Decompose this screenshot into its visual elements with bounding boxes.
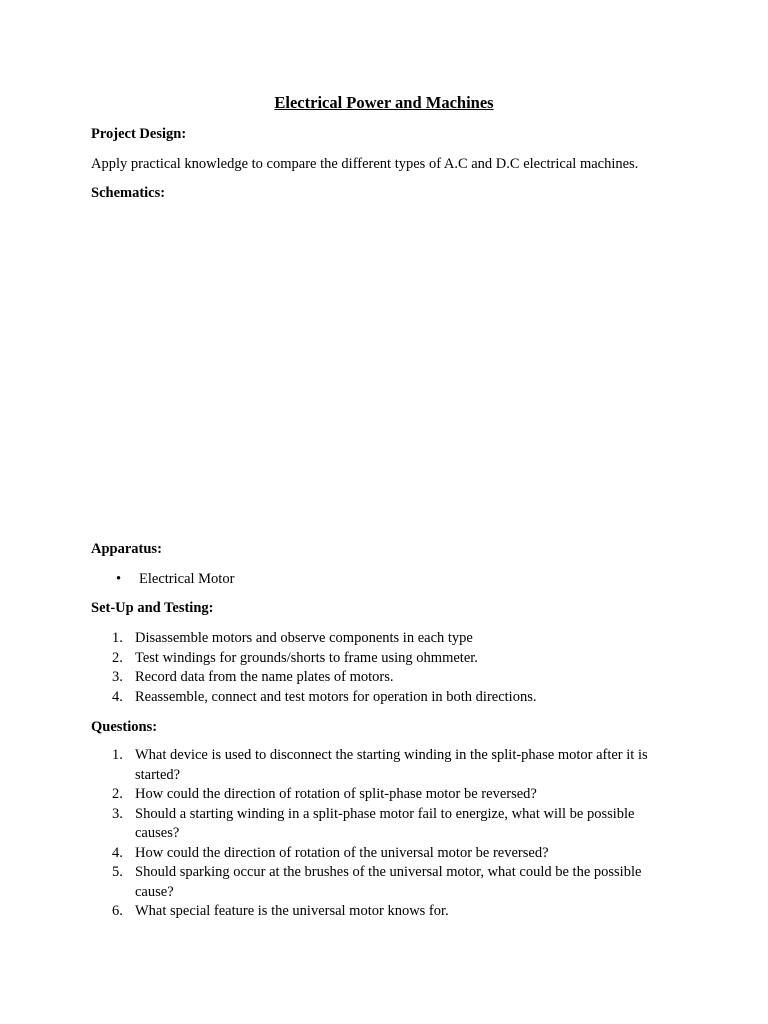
list-item (91, 668, 691, 688)
list-number: 4. (112, 688, 123, 705)
list-number: 3. (112, 669, 123, 685)
list-item-text: Should sparking occur at the brushes of the universal motor, what could be the possible cause? (135, 864, 642, 900)
list-item-text: Test windings for grounds/shorts to frame using ohmmeter. (135, 649, 478, 666)
setup-heading: Set-Up and Testing: (91, 600, 214, 616)
list-item-text: Record data from the name plates of motors. (135, 669, 394, 685)
questions-heading: Questions: (91, 719, 158, 735)
schematics-heading: Schematics: (91, 185, 166, 201)
bullet-icon: • (116, 571, 122, 587)
list-number: 6. (112, 903, 123, 919)
list-item-text: What special feature is the universal motor knows for. (135, 903, 449, 919)
list-number: 1. (112, 747, 123, 763)
questions-list (91, 746, 681, 922)
list-number: 5. (112, 864, 123, 880)
list-item-text: Should a starting winding in a split-phase motor fail to energize, what will be possible causes? (135, 805, 635, 841)
project-design-heading: Project Design: (91, 126, 187, 142)
apparatus-item (116, 571, 234, 588)
list-item-text: How could the direction of rotation of split-phase motor be reversed? (135, 786, 537, 802)
list-item (91, 785, 681, 805)
list-number: 4. (112, 844, 123, 861)
setup-list (91, 629, 691, 707)
list-item (91, 688, 691, 708)
list-item (91, 805, 681, 844)
list-item (91, 746, 681, 785)
list-item-text: Disassemble motors and observe components in each type (135, 630, 473, 646)
list-number: 2. (112, 649, 123, 666)
apparatus-item-label: Electrical Motor (139, 571, 235, 587)
page-title: Electrical Power and Machines (274, 93, 494, 112)
list-item (91, 649, 691, 669)
list-number: 1. (112, 630, 123, 646)
list-item (91, 863, 681, 902)
list-item-text: Reassemble, connect and test motors for operation in both directions. (135, 688, 537, 705)
schematics-blank-area (91, 210, 681, 530)
list-number: 3. (112, 805, 123, 822)
list-item-text: How could the direction of rotation of the universal motor be reversed? (135, 844, 549, 861)
list-item-text: What device is used to disconnect the starting winding in the split-phase motor after it is started? (135, 747, 648, 783)
project-design-text: Apply practical knowledge to compare the different types of A.C and D.C electrical machines. (91, 156, 639, 172)
list-item (91, 844, 681, 864)
list-number: 2. (112, 786, 123, 802)
list-item (91, 902, 681, 922)
apparatus-heading: Apparatus: (91, 541, 162, 557)
list-item (91, 629, 691, 649)
